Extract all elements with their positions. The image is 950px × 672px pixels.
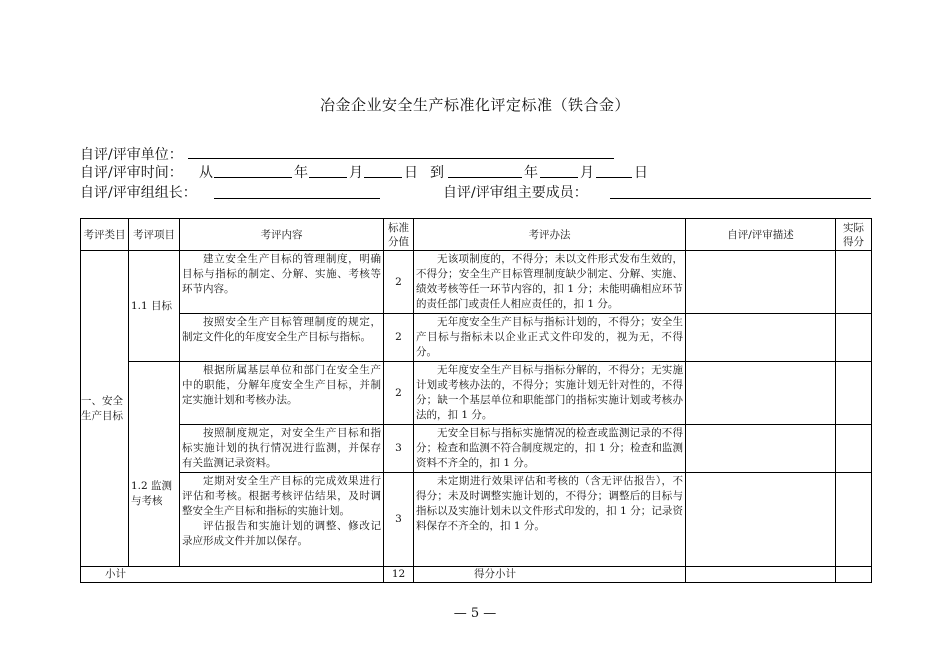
subtotal-score: 12: [384, 567, 414, 583]
score-cell: 2: [384, 251, 414, 314]
from-month-field[interactable]: [309, 177, 347, 178]
table-row: [81, 473, 872, 567]
method-cell: 无该项制度的，不得分；未以文件形式发布生效的，不得分；安全生产目标管理制度缺少制定、分解、实施、绩效考核等任一环节内容的，扣 1 分；未能明确相应环节的责任部门或责任人相应责任的，扣 1 分。: [414, 251, 686, 314]
day-label-2: 日: [634, 165, 648, 181]
header-category: 考评类目: [81, 219, 129, 251]
method-cell: 无年度安全生产目标与指标分解的，不得分；无实施计划或考核办法的，不得分；实施计划无针对性的，不得分；缺一个基层单位和职能部门的指标实施计划或考核办法的，扣 1 分。: [414, 362, 686, 425]
subtotal-row: [81, 567, 872, 583]
leader-field-line[interactable]: [214, 198, 380, 199]
description-cell[interactable]: [686, 425, 836, 473]
header-method: 考评办法: [414, 219, 686, 251]
actual-score-cell[interactable]: [836, 314, 872, 362]
content-cell: 按照安全生产目标管理制度的规定，制定文件化的年度安全生产目标与指标。: [180, 314, 384, 362]
item-cell-1-1: 1.1 目标: [129, 251, 180, 362]
from-day-field[interactable]: [364, 177, 402, 178]
header-content: 考评内容: [180, 219, 384, 251]
description-cell[interactable]: [686, 251, 836, 314]
evaluation-table: [80, 218, 872, 583]
table-row: [81, 362, 872, 425]
table-row: [81, 314, 872, 362]
header-score: 标准分值: [384, 219, 414, 251]
table-row: [81, 425, 872, 473]
actual-score-cell[interactable]: [836, 362, 872, 425]
content-paragraph: 评估报告和实施计划的调整、修改记录应形成文件并加以保存。: [182, 520, 381, 547]
year-label-2: 年: [524, 165, 538, 181]
category-cell: 一、安全生产目标: [81, 251, 129, 567]
header-description: 自评/评审描述: [686, 219, 836, 251]
page-number: — 5 —: [453, 606, 497, 621]
month-label: 月: [349, 165, 363, 181]
content-paragraph: 定期对安全生产目标的完成效果进行评估和考核。根据考核评估结果，及时调整安全生产目标和指标的实施计划。: [182, 475, 381, 517]
content-cell: 根据所属基层单位和部门在安全生产中的职能，分解年度安全生产目标，并制定实施计划和考核办法。: [180, 362, 384, 425]
description-cell[interactable]: [686, 473, 836, 567]
item-cell-1-2: 1.2 监测与考核: [129, 362, 180, 567]
table-header-row: [81, 219, 872, 251]
month-label-2: 月: [580, 165, 594, 181]
score-cell: 3: [384, 473, 414, 567]
actual-score-cell[interactable]: [836, 425, 872, 473]
to-year-field[interactable]: [448, 177, 522, 178]
document-title: 冶金企业安全生产标准化评定标准（铁合金）: [319, 96, 630, 114]
from-year-field[interactable]: [214, 177, 292, 178]
description-cell[interactable]: [686, 362, 836, 425]
day-label: 日: [404, 165, 418, 181]
header-actual: 实际得分: [836, 219, 872, 251]
members-label: 自评/评审组主要成员：: [443, 185, 588, 201]
subtotal-actual-cell[interactable]: [836, 567, 872, 583]
subtotal-label: 小计: [81, 567, 384, 583]
actual-score-cell[interactable]: [836, 251, 872, 314]
to-month-field[interactable]: [540, 177, 578, 178]
subtotal-description-cell[interactable]: [686, 567, 836, 583]
score-cell: 3: [384, 425, 414, 473]
unit-field-line[interactable]: [188, 158, 614, 159]
time-label: 自评/评审时间：: [80, 165, 183, 181]
method-cell: 未定期进行效果评估和考核的（含无评估报告），不得分；未及时调整实施计划的，不得分；调整后的目标与指标以及实施计划未以文件形式印发的，扣 1 分；记录资料保存不齐全的，扣 1 分。: [414, 473, 686, 567]
score-cell: 2: [384, 362, 414, 425]
score-cell: 2: [384, 314, 414, 362]
content-cell: 按照制度规定，对安全生产目标和指标实施计划的执行情况进行监测，并保存有关监测记录资料。: [180, 425, 384, 473]
unit-label: 自评/评审单位：: [80, 147, 183, 163]
description-cell[interactable]: [686, 314, 836, 362]
leader-label: 自评/评审组组长：: [80, 185, 197, 201]
header-item: 考评项目: [129, 219, 180, 251]
members-field-line[interactable]: [610, 198, 871, 199]
content-cell: [180, 473, 384, 567]
actual-score-cell[interactable]: [836, 473, 872, 567]
year-label: 年: [294, 165, 308, 181]
from-label: 从: [199, 165, 213, 181]
table-row: [81, 251, 872, 314]
to-day-field[interactable]: [596, 177, 632, 178]
to-label: 到: [430, 165, 444, 181]
subtotal-method: 得分小计: [414, 567, 686, 583]
method-cell: 无安全目标与指标实施情况的检查或监测记录的不得分；检查和监测不符合制度规定的，扣 1 分；检查和监测资料不齐全的，扣 1 分。: [414, 425, 686, 473]
method-cell: 无年度安全生产目标与指标计划的，不得分；安全生产目标与指标未以企业正式文件印发的，视为无，不得分。: [414, 314, 686, 362]
content-cell: 建立安全生产目标的管理制度，明确目标与指标的制定、分解、实施、考核等环节内容。: [180, 251, 384, 314]
